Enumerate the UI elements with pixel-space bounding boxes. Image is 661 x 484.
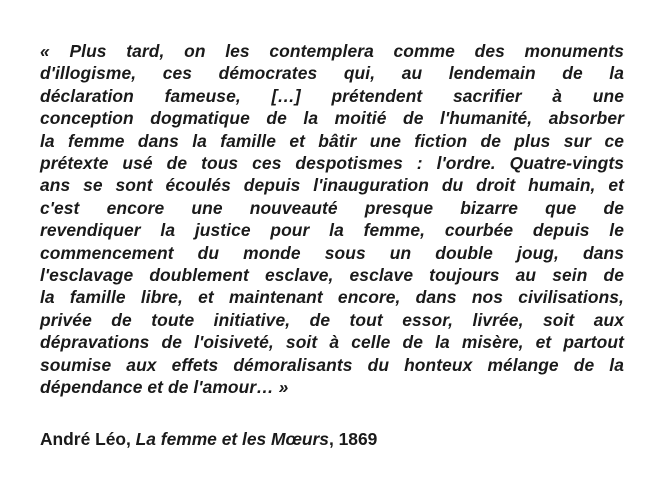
quote-line: prétexte usé de tous ces despotismes : l'ordre. Quatre-vingts — [40, 153, 624, 174]
citation — [40, 428, 377, 450]
quote-line: soumise aux effets démoralisants du honteux mélange de la — [40, 354, 624, 375]
quote-line: la famille libre, et maintenant encore, dans nos civilisations, — [40, 287, 624, 308]
quote-line: c'est encore une nouveauté presque bizarre que de — [40, 197, 624, 218]
quote-line: la femme dans la famille et bâtir une fiction de plus sur ce — [40, 130, 624, 151]
quote-line: déclaration fameuse, […] prétendent sacrifier à une — [40, 85, 624, 106]
quote-line: ans se sont écoulés depuis l'inauguration du droit humain, et — [40, 175, 624, 196]
quote-line: commencement du monde sous un double joug, dans — [40, 242, 624, 263]
quote-line: dépendance et de l'amour… » — [40, 377, 289, 398]
quote-line: « Plus tard, on les contemplera comme des monuments — [40, 41, 624, 61]
quote-line: d'illogisme, ces démocrates qui, au lendemain de la — [40, 63, 624, 84]
citation-year: , 1869 — [328, 429, 378, 449]
quote-line: dépravations de l'oisiveté, soit à celle de la misère, et partout — [40, 332, 624, 353]
quote-line: revendiquer la justice pour la femme, courbée depuis le — [40, 220, 624, 241]
citation-author: André Léo, — [40, 429, 136, 449]
quote-line: conception dogmatique de la moitié de l'humanité, absorber — [40, 108, 624, 129]
citation-work-title: La femme et les Mœurs — [135, 429, 329, 449]
quote-text — [40, 40, 624, 399]
quote-line: l'esclavage doublement esclave, esclave toujours au sein de — [40, 265, 624, 286]
quote-line: privée de toute initiative, de tout essor, livrée, soit aux — [40, 309, 624, 330]
